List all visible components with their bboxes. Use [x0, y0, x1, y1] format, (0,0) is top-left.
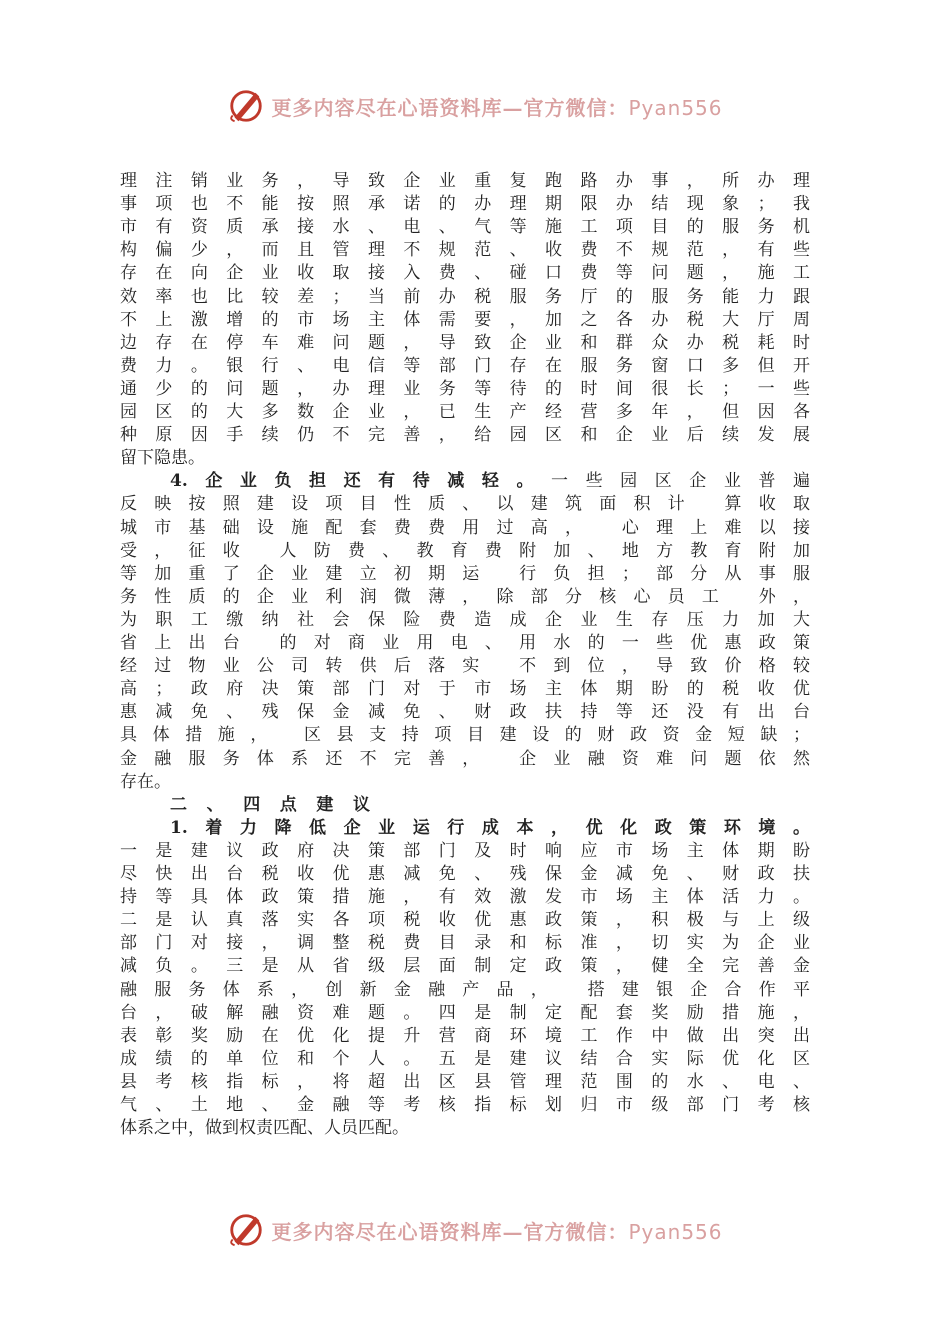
text-line: 经过物业公司转供后落实 不到位，导致价格较: [120, 656, 810, 677]
paragraph-lead: 4.企业负担还有待减轻。: [170, 471, 552, 492]
text-line: 金融服务体系还不完善， 企业融资难问题依然: [120, 748, 810, 769]
text-line: 一是建议政府决策部门及时响应市场主体期盼: [120, 840, 810, 861]
pen-seal-icon: [227, 1211, 265, 1249]
text-line: 存在。: [120, 771, 171, 792]
text-line: 城市基础设施配套费费用过高， 心理上难以接: [120, 517, 810, 538]
text-line: 具体措施， 区县支持项目建设的财政资金短缺；: [120, 725, 810, 746]
text-line: 4.企业负担还有待减轻。一些园区企业普遍: [170, 471, 811, 492]
text-line: 惠减免、残保金减免、财政扶持等还没有出台: [120, 702, 810, 723]
text-line: 通少的问题，办理业务等待的时间很长；一些: [120, 378, 810, 399]
text-line: 持等具体政策措施，有效激发市场主体活力。: [120, 887, 810, 908]
text-line: 为职工缴纳社会保险费造成企业生存压力加大: [120, 609, 810, 630]
text-line: 构偏少，而且管理不规范、收费不规范，有些: [120, 240, 810, 261]
text-line: 不上激增的市场主体需要，加之各办税大厅周: [120, 309, 810, 330]
text-line: 等加重了企业建立初期运 行负担；部分从事服: [120, 563, 810, 584]
text-line: 减负。三是从省级层面制定政策，健全完善金: [120, 956, 810, 977]
text-line: 园区的大多数企业，已生产经营多年，但因各: [120, 402, 810, 422]
watermark-banner-bottom: [0, 1210, 950, 1250]
text-line: 成绩的单位和个人。五是建议结合实际优化区: [120, 1048, 810, 1069]
text-line: 省上出台 的对商业用电、用水的一些优惠政策: [120, 633, 810, 653]
text-line: 表彰奖励在优化提升营商环境工作中做出突出: [120, 1025, 810, 1046]
watermark-text: 更多内容尽在心语资料库—官方微信：Pyan556: [271, 1219, 723, 1244]
text-line: 留下隐患。: [120, 448, 205, 469]
watermark-text: 更多内容尽在心语资料库—官方微信：Pyan556: [271, 95, 723, 120]
text-line: 反映按照建设项目性质、以建筑面积计 算收取: [120, 494, 810, 515]
text-line: 理注销业务，导致企业重复跑路办事，所办理: [120, 171, 810, 191]
text-line: 存在向企业收取接入费、碰口费等问题，施工: [120, 263, 810, 284]
section-heading: 二、四点建议: [170, 794, 370, 815]
text-line: 务性质的企业利润微薄，除部分核心员工 外，: [120, 586, 810, 607]
text-line: 台，破解融资难题。四是制定配套奖励措施，: [120, 1002, 810, 1023]
text-line: 种原因手续仍不完善，给园区和企业后续发展: [120, 425, 810, 446]
text-line: 气、土地、金融等考核指标划归市级部门考核: [120, 1095, 810, 1115]
text-line: 高；政府决策部门对于市场主体期盼的税收优: [120, 679, 810, 700]
pen-seal-icon: [227, 87, 265, 125]
text-line: 效率也比较差；当前办税服务厅的服务能力跟: [120, 286, 810, 307]
text-line: 二是认真落实各项税收优惠政策，积极与上级: [120, 910, 810, 931]
text-line: 县考核指标，将超出区县管理范围的水、电、: [120, 1071, 810, 1092]
text-line: 事项也不能按照承诺的办理期限办结现象；我: [120, 194, 810, 215]
text-line: 边存在停车难问题，导致企业和群众办税耗时: [120, 332, 810, 353]
text-line: 市有资质承接水、电、气等施工项目的服务机: [120, 217, 810, 238]
text-line: 融服务体系，创新金融产品， 搭建银企合作平: [120, 979, 810, 1000]
text-line: 尽快出台税收优惠减免、残保金减免、财政扶: [120, 864, 810, 884]
watermark-banner-top: [0, 86, 950, 126]
text-line: 体系之中，做到权责匹配、人员匹配。: [120, 1118, 409, 1139]
text-line: 费力。银行、电信等部门存在服务窗口多但开: [120, 355, 810, 376]
text-line: 1.着力降低企业运行成本，优化政策环境。: [170, 817, 810, 838]
text-line: 部门对接，调整税费目录和标准，切实为企业: [120, 933, 810, 954]
text-line: 受，征收 人防费、教育费附加、地方教育附加: [120, 540, 810, 561]
